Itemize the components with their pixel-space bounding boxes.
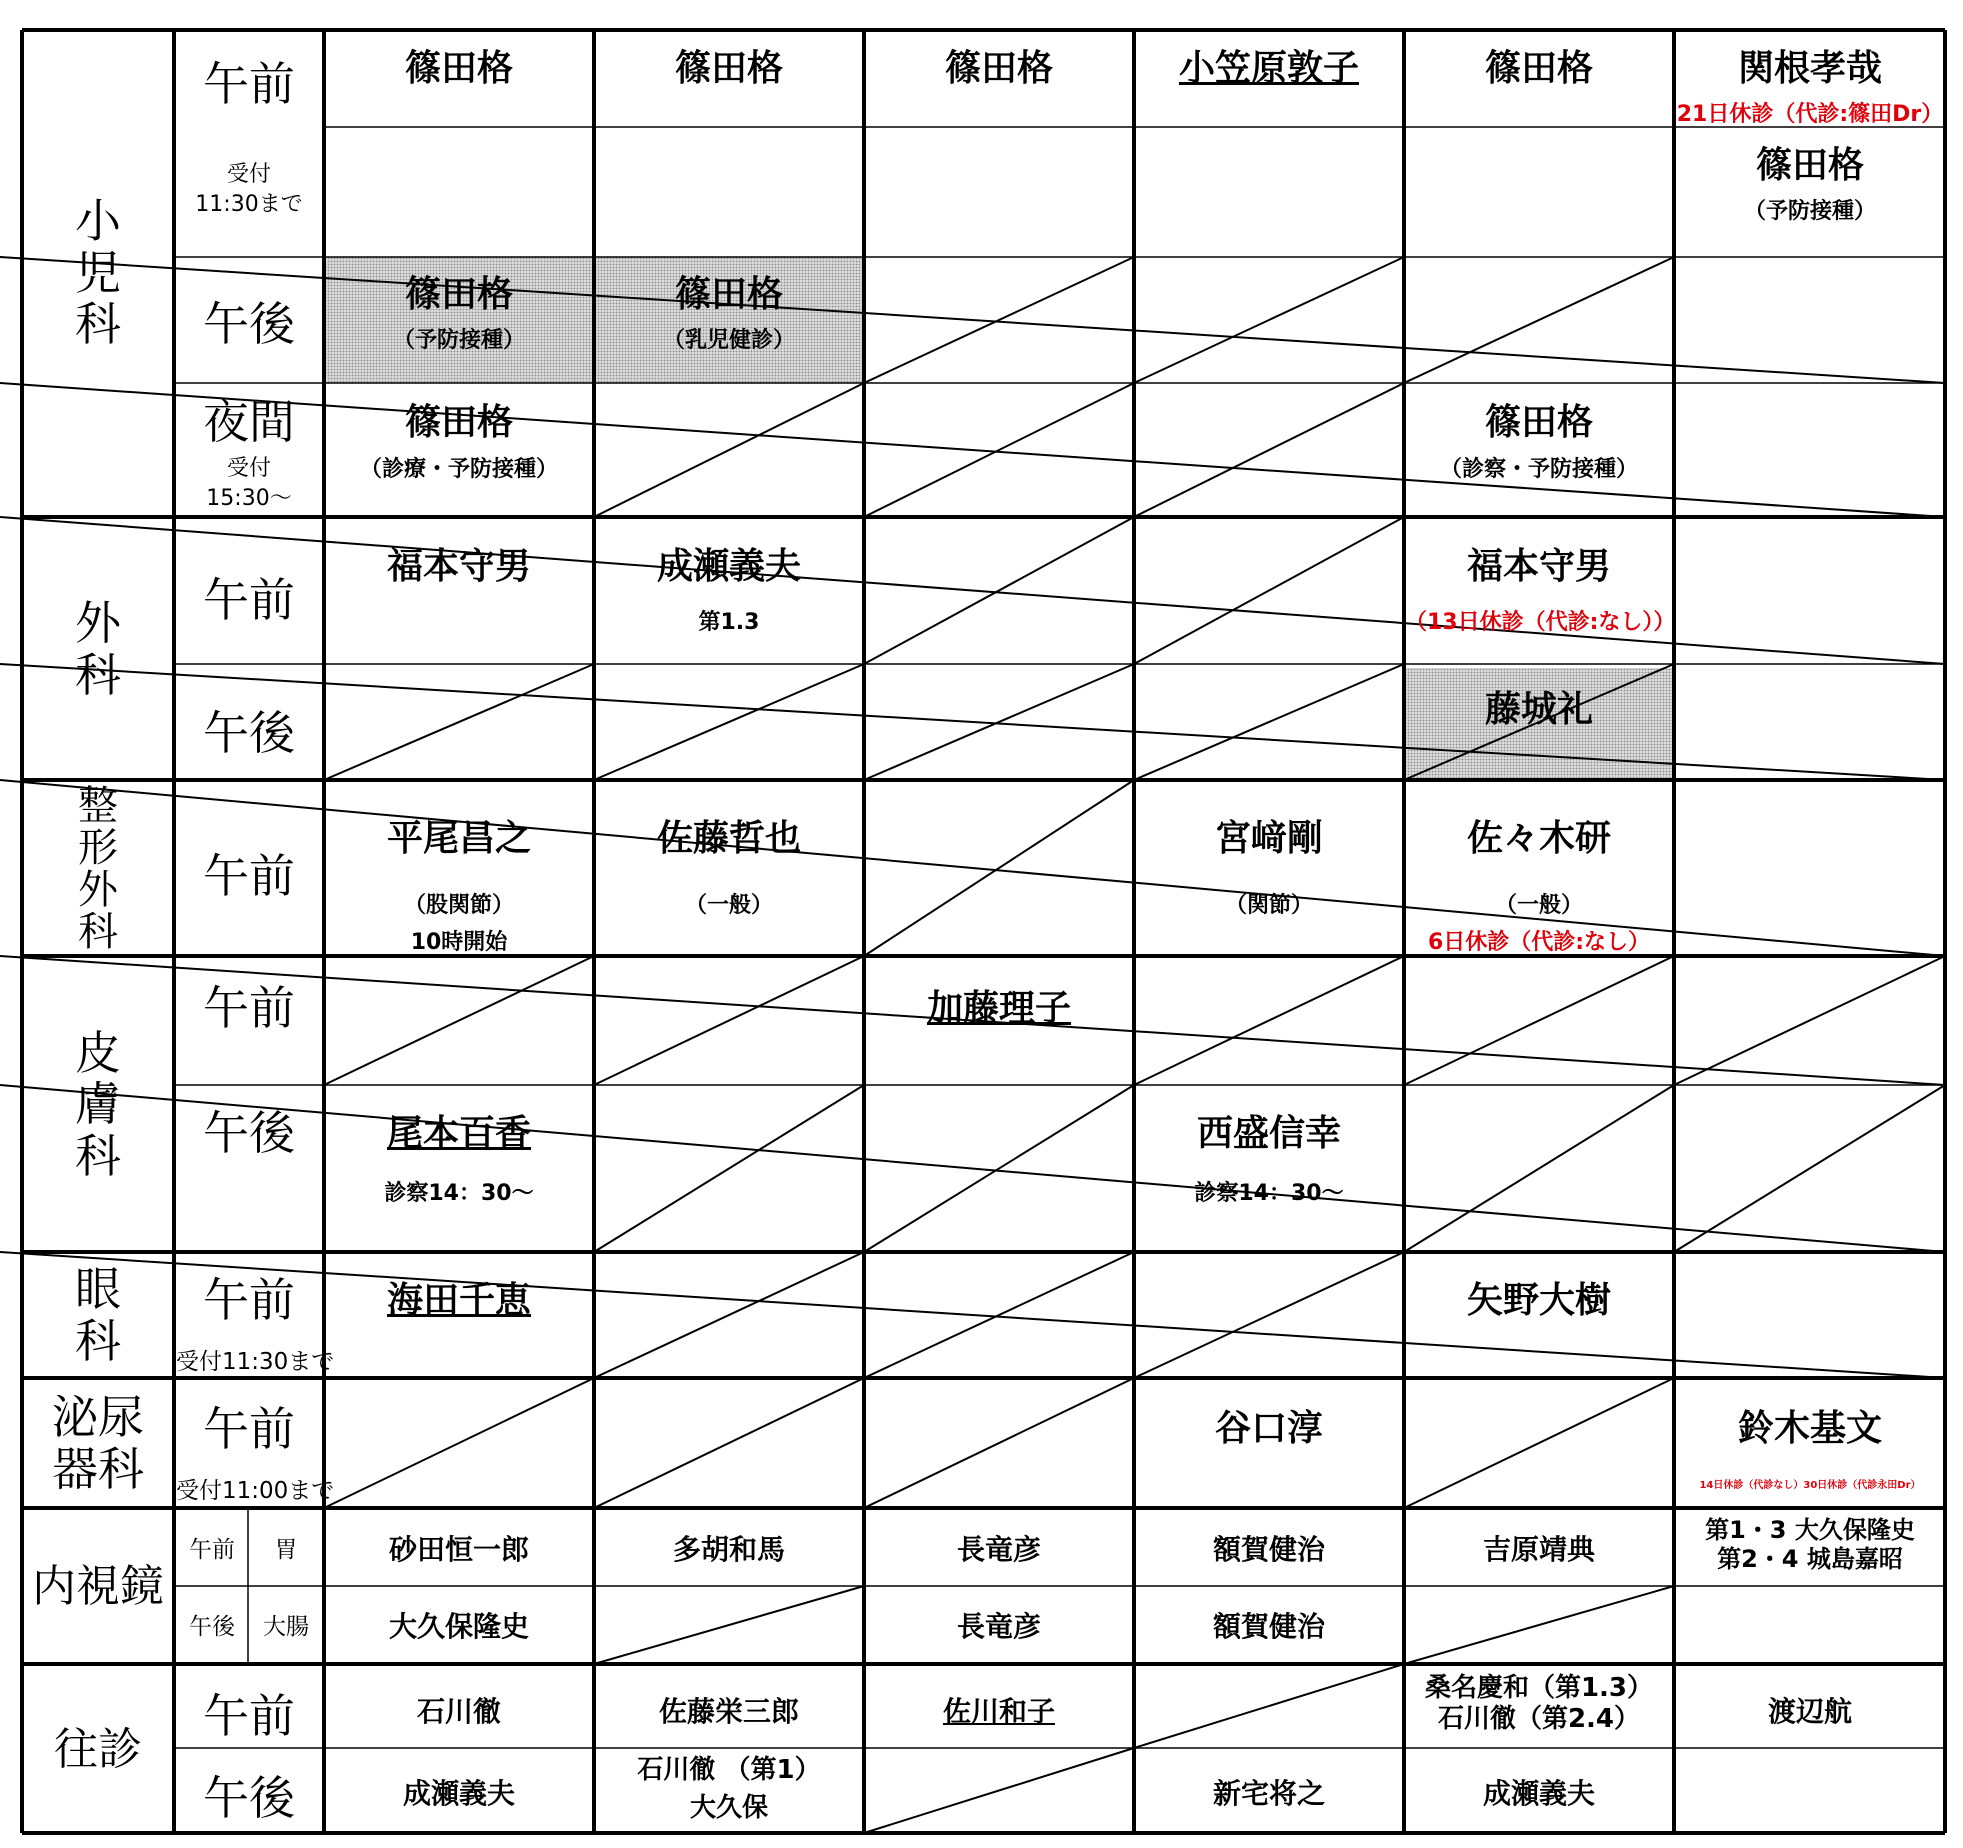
doctor-name: 篠田格 bbox=[1484, 402, 1593, 443]
closed-slash bbox=[324, 1378, 594, 1508]
closed-slash bbox=[864, 664, 1134, 780]
doctor-name: 渡辺航 bbox=[1767, 1695, 1852, 1728]
dept-surgery: 外 科 bbox=[75, 595, 121, 702]
doctor-name: 成瀬義夫 bbox=[402, 1777, 515, 1810]
closure-note: 21日休診（代診:篠田Dr） bbox=[1676, 102, 1944, 127]
session-am: 午前 bbox=[203, 1689, 295, 1743]
doctor-name: 佐藤栄三郎 bbox=[658, 1695, 799, 1728]
doctor-name: 海田千恵 bbox=[386, 1280, 531, 1321]
closed-slash bbox=[594, 1378, 864, 1508]
closed-slash bbox=[864, 1252, 1134, 1378]
closed-slash bbox=[864, 517, 1134, 664]
doctor-name: 砂田恒一郎 bbox=[388, 1533, 529, 1566]
doctor-name: 篠田格 bbox=[1484, 48, 1593, 89]
closed-slash bbox=[1674, 956, 1945, 1085]
closed-slash bbox=[1134, 383, 1404, 517]
dept-house-calls: 往診 bbox=[54, 1723, 142, 1775]
reception-note: 受付11:30まで bbox=[176, 1349, 335, 1375]
exam-type: 大腸 bbox=[263, 1614, 309, 1640]
dept-ophthalmology: 眼 科 bbox=[75, 1262, 121, 1368]
closure-note: 14日休診（代診なし）30日休診（代診永田Dr） bbox=[1699, 1480, 1921, 1491]
doctor-name: 篠田格 bbox=[404, 274, 513, 315]
doctor-name: 篠田格 bbox=[674, 48, 783, 89]
closed-slash bbox=[594, 956, 864, 1085]
doctor-name: 石川徹 bbox=[416, 1695, 501, 1728]
reception-note: 受付 15:30〜 bbox=[206, 456, 292, 511]
doctor-name: 成瀬義夫 bbox=[1482, 1777, 1595, 1810]
doctor-name: 関根孝哉 bbox=[1737, 48, 1882, 89]
closed-slash bbox=[864, 1748, 1134, 1833]
closed-slash bbox=[1404, 1085, 1674, 1252]
clinic-note: （診療・予防接種） bbox=[359, 457, 558, 482]
closed-slash bbox=[864, 1085, 1134, 1252]
doctor-name: 谷口淳 bbox=[1214, 1408, 1323, 1449]
session-am: 午前 bbox=[189, 1537, 235, 1563]
closed-slash bbox=[1134, 1664, 1404, 1748]
session-am: 午前 bbox=[203, 849, 295, 903]
closed-slash bbox=[864, 383, 1134, 517]
doctor-name: 宮﨑剛 bbox=[1214, 818, 1323, 859]
session-pm: 午後 bbox=[203, 1771, 295, 1825]
closed-slash bbox=[594, 1085, 864, 1252]
doctor-name: 桑名慶和（第1.3） 石川徹（第2.4） bbox=[1424, 1673, 1654, 1735]
doctor-name: 篠田格 bbox=[404, 402, 513, 443]
closed-slash bbox=[1134, 956, 1404, 1085]
reception-note: 受付11:00まで bbox=[176, 1478, 335, 1504]
session-am: 午前 bbox=[203, 981, 295, 1035]
doctor-name: 加藤理子 bbox=[926, 988, 1071, 1029]
doctor-name: 新宅将之 bbox=[1212, 1777, 1325, 1810]
doctor-name: 福本守男 bbox=[1466, 546, 1611, 587]
closed-slash bbox=[594, 383, 864, 517]
doctor-name: 佐川和子 bbox=[942, 1695, 1055, 1728]
closed-slash bbox=[1404, 1586, 1674, 1664]
closure-note: 6日休診（代診:なし） bbox=[1427, 930, 1651, 955]
closed-slash bbox=[324, 956, 594, 1085]
reception-note: 受付 11:30まで bbox=[195, 162, 303, 217]
closed-slash bbox=[1404, 257, 1674, 383]
doctor-name: 小笠原敦子 bbox=[1178, 48, 1359, 89]
clinic-note: （診察・予防接種） bbox=[1439, 457, 1638, 482]
closed-slash bbox=[1404, 956, 1674, 1085]
session-pm: 午後 bbox=[203, 706, 295, 760]
closed-slash bbox=[594, 664, 864, 780]
clinic-note: 診察14：30〜 bbox=[384, 1181, 534, 1206]
closed-slash bbox=[594, 1586, 864, 1664]
doctor-name: 西盛信幸 bbox=[1196, 1113, 1341, 1154]
closure-note: （13日休診（代診:なし）） bbox=[1405, 610, 1676, 635]
clinic-note: （関節） bbox=[1224, 893, 1313, 918]
doctor-name: 佐々木研 bbox=[1466, 818, 1611, 859]
closed-slash bbox=[1134, 1252, 1404, 1378]
closed-slash bbox=[1134, 257, 1404, 383]
doctor-name: 矢野大樹 bbox=[1466, 1280, 1611, 1321]
session-pm: 午後 bbox=[203, 297, 295, 351]
doctor-name: 平尾昌之 bbox=[386, 818, 531, 859]
dept-dermatology: 皮 膚 科 bbox=[75, 1025, 121, 1183]
closed-slash bbox=[324, 664, 594, 780]
dept-endoscopy: 内視鏡 bbox=[32, 1561, 164, 1613]
clinic-note: （予防接種） bbox=[1743, 199, 1876, 224]
closed-slash bbox=[1134, 664, 1404, 780]
closed-slash bbox=[1674, 1085, 1945, 1252]
closed-slash bbox=[864, 257, 1134, 383]
doctor-name: 第1・3 大久保隆史 第2・4 城島嘉昭 bbox=[1705, 1516, 1915, 1573]
clinic-note: （一般） bbox=[1494, 893, 1583, 918]
session-am: 午前 bbox=[203, 573, 295, 627]
closed-slash bbox=[1134, 517, 1404, 664]
doctor-name: 篠田格 bbox=[944, 48, 1053, 89]
clinic-note: （乳児健診） bbox=[662, 328, 795, 353]
doctor-name: 鈴木基文 bbox=[1737, 1408, 1882, 1449]
closed-slash bbox=[864, 1378, 1134, 1508]
closed-slash bbox=[864, 780, 1134, 956]
clinic-note: 10時開始 bbox=[410, 930, 508, 955]
doctor-name: 成瀬義夫 bbox=[656, 546, 801, 587]
exam-type: 胃 bbox=[274, 1537, 298, 1563]
clinic-note: （一般） bbox=[684, 893, 773, 918]
doctor-name: 額賀健治 bbox=[1212, 1610, 1325, 1643]
session-am: 午前 bbox=[203, 1273, 295, 1327]
clinic-note: （予防接種） bbox=[392, 328, 525, 353]
dept-pediatrics: 小 児 科 bbox=[75, 194, 121, 352]
doctor-name: 篠田格 bbox=[404, 48, 513, 89]
clinic-note: 診察14：30〜 bbox=[1194, 1181, 1344, 1206]
doctor-name: 吉原靖典 bbox=[1482, 1533, 1595, 1566]
closed-slash bbox=[1404, 1378, 1674, 1508]
clinic-note: 第1.3 bbox=[698, 610, 760, 635]
doctor-name: 大久保隆史 bbox=[388, 1610, 529, 1643]
doctor-name: 篠田格 bbox=[1755, 145, 1864, 186]
doctor-name: 額賀健治 bbox=[1212, 1533, 1325, 1566]
doctor-name: 篠田格 bbox=[674, 274, 783, 315]
clinic-note: （股関節） bbox=[403, 893, 514, 918]
doctor-name: 佐藤哲也 bbox=[656, 818, 801, 859]
doctor-name: 多胡和馬 bbox=[672, 1533, 785, 1566]
session-pm: 午後 bbox=[189, 1614, 235, 1640]
doctor-name: 藤城礼 bbox=[1484, 689, 1593, 730]
closed-slash bbox=[594, 1252, 864, 1378]
doctor-name: 石川徹 （第1） 大久保 bbox=[637, 1755, 821, 1823]
doctor-name: 福本守男 bbox=[386, 546, 531, 587]
dept-orthopedics: 整 形 外 科 bbox=[78, 783, 118, 955]
session-am: 午前 bbox=[203, 57, 295, 111]
session-night: 夜間 bbox=[203, 395, 295, 449]
doctor-name: 尾本百香 bbox=[386, 1113, 531, 1154]
dept-urology: 泌尿 器科 bbox=[52, 1390, 144, 1496]
doctor-name: 長竜彦 bbox=[956, 1610, 1041, 1643]
session-am: 午前 bbox=[203, 1402, 295, 1456]
doctor-name: 長竜彦 bbox=[956, 1533, 1041, 1566]
session-pm: 午後 bbox=[203, 1106, 295, 1160]
